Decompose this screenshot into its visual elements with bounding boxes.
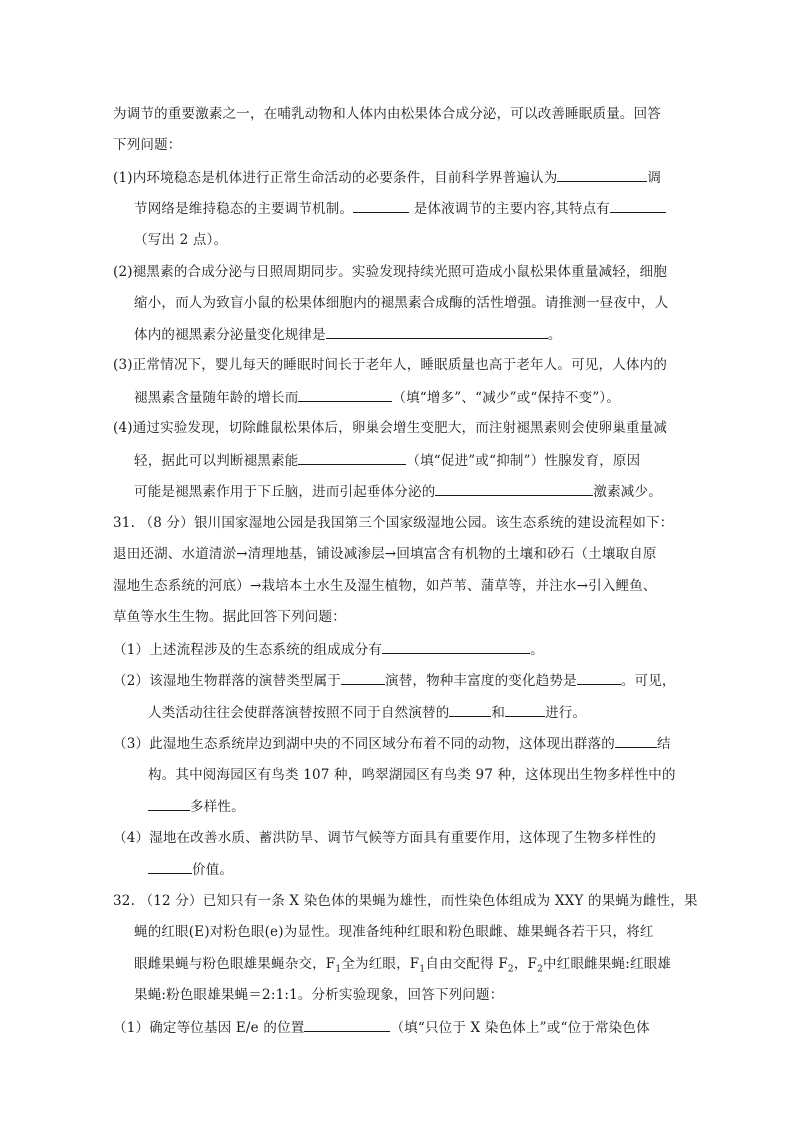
intro-line-1: 为调节的重要激素之一，在哺乳动物和人体内由松果体合成分泌，可以改善睡眠质量。回答 <box>113 106 661 122</box>
q4-line-1: (4)通过实验发现，切除雌鼠松果体后，卵巢会增生变肥大，而注射褪黑素则会使卵巢重量减 <box>113 420 668 436</box>
q32-line-3: 眼雌果蝇与粉色眼雄果蝇杂交，$F_1$全为红眼，$F_1$自由交配得 $F_2$，$F_2$中红眼雌果蝇:红眼雄 <box>134 956 672 975</box>
q1-line-1: (1)内环境稳态是机体进行正常生命活动的必要条件，目前科学界普遍认为 调 <box>113 170 662 186</box>
answer-blank[interactable] <box>615 734 657 748</box>
q4-line-2: 轻，据此可以判断褪黑素能 （填“促进”或“抑制”）性腺发育，原因 <box>134 453 641 469</box>
answer-blank[interactable] <box>505 703 545 717</box>
q31-sub2-line-1: （2）该湿地生物群落的演替类型属于 演替，物种丰富度的变化趋势是 。可见， <box>113 673 676 689</box>
q1-line-2: 节网络是维持稳态的主要调节机制。 是体液调节的主要内容,其特点有 <box>134 199 666 218</box>
q31-line-1: 31. （8 分）银川国家湿地公园是我国第三个国家级湿地公园。该生态系统的建设流程如下： <box>113 515 674 531</box>
answer-blank[interactable] <box>298 388 392 402</box>
q31-line-4: 草鱼等水生生物。据此回答下列问题： <box>113 609 346 625</box>
q32-line-2: 蝇的红眼(E)对粉色眼(e)为显性。现准备纯种红眼和粉色眼雌、雄果蝇各若干只，将红 <box>134 924 654 940</box>
answer-blank[interactable] <box>577 671 621 685</box>
q31-sub4-line-2: 价值。 <box>148 860 233 879</box>
answer-blank[interactable] <box>298 451 406 465</box>
answer-blank[interactable] <box>449 703 491 717</box>
q1-line-3: （写出 2 点）。 <box>134 232 228 248</box>
q32-line-4: 果蝇:粉色眼雄果蝇＝2:1:1。分析实验现象，回答下列问题： <box>134 987 504 1003</box>
q2-line-1: (2)褪黑素的合成分泌与日照周期同步。实验发现持续光照可造成小鼠松果体重量减轻，细胞 <box>113 264 668 280</box>
q3-line-2: 褪黑素含量随年龄的增长而 （填“增多”、“减少”或“保持不变”）。 <box>134 390 621 406</box>
q2-line-2: 缩小，而人为致盲小鼠的松果体细胞内的褪黑素合成酶的活性增强。请推测一昼夜中，人 <box>134 295 669 311</box>
q31-sub1: （1）上述流程涉及的生态系统的组成成分有 。 <box>113 642 544 658</box>
answer-blank[interactable] <box>326 325 548 339</box>
q31-sub3-line-1: （3）此湿地生态系统岸边到湖中央的不同区域分布着不同的动物，这体现出群落的 结 <box>113 736 671 752</box>
q31-sub3-line-3: 多样性。 <box>148 797 245 816</box>
intro-line-2: 下列问题： <box>113 137 182 153</box>
answer-blank[interactable] <box>382 640 530 654</box>
q32-sub1-line-1: （1）确定等位基因 E/e 的位置 （填“只位于 X 染色体上”或“位于常染色体 <box>113 1020 650 1036</box>
answer-blank[interactable] <box>148 860 192 874</box>
q4-line-3: 可能是褪黑素作用于下丘脑，进而引起垂体分泌的 激素减少。 <box>134 484 662 500</box>
q31-line-3: 湿地生态系统的河底）→栽培本土水生及湿生植物，如芦苇、蒲草等，并注水→引入鲤鱼、 <box>113 578 657 594</box>
answer-blank[interactable] <box>557 168 647 182</box>
q31-sub4-line-1: （4）湿地在改善水质、蓄洪防旱、调节气候等方面具有重要作用，这体现了生物多样性的 <box>113 830 657 846</box>
q31-sub2-line-2: 人类活动往往会使群落演替按照不同于自然演替的 和 进行。 <box>148 705 587 721</box>
q31-sub3-line-2: 构。其中阅海园区有鸟类 107 种，鸣翠湖园区有鸟类 97 种，这体现出生物多样性中的 <box>148 767 676 783</box>
answer-blank[interactable] <box>610 199 666 213</box>
answer-blank[interactable] <box>435 482 593 496</box>
q2-line-3: 体内的褪黑素分泌量变化规律是 。 <box>134 327 562 343</box>
q32-line-1: 32. （12 分）已知只有一条 X 染色体的果蝇为雄性，而性染色体组成为 XXY 的果蝇为雌性，果 <box>113 893 698 909</box>
q31-line-2: 退田还湖、水道清淤→清理地基，铺设减渗层→回填富含有机物的土壤和砂石（土壤取自原 <box>113 546 657 562</box>
answer-blank[interactable] <box>304 1018 390 1032</box>
q3-line-1: (3)正常情况下，婴儿每天的睡眠时间长于老年人，睡眠质量也高于老年人。可见，人体内的 <box>113 357 668 373</box>
answer-blank[interactable] <box>341 671 385 685</box>
answer-blank[interactable] <box>353 199 409 213</box>
answer-blank[interactable] <box>148 797 190 811</box>
